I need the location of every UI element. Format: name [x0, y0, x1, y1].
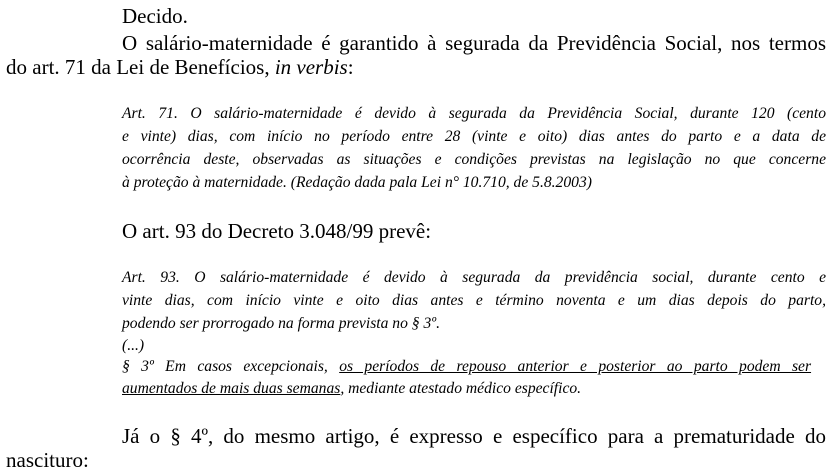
- quote-art71-line-2: e vinte) dias, com início no período entre 28 (vinte e oito) dias antes do parto e a data de: [122, 128, 826, 145]
- par3-underlined-1: os períodos de repouso anterior e posterior ao parto podem ser: [339, 358, 812, 375]
- quote-art93-ellipsis: (...): [122, 337, 145, 354]
- paragraph-1-line-1: O salário-maternidade é garantido à segurada da Previdência Social, nos termos: [122, 31, 826, 55]
- quote-art93-line-3: podendo ser prorrogado na forma prevista no § 3º.: [122, 315, 441, 332]
- quote-art71-line-4: à proteção à maternidade. (Redação dada pala Lei n° 10.710, de 5.8.2003): [122, 174, 592, 191]
- quote-art93-line-1: Art. 93. O salário-maternidade é devido à segurada da previdência social, durante cento e: [122, 269, 826, 286]
- par3-suffix: , mediante atestado médico específico.: [340, 380, 582, 397]
- paragraph-1-line-2: [6, 55, 354, 79]
- paragraph-1-line-2-text: do art. 71 da Lei de Benefícios,: [6, 55, 275, 79]
- quote-art93-par3-line-1: [122, 355, 811, 378]
- quote-art93-par3-line-2: [122, 377, 581, 400]
- quote-art71-line-1: Art. 71. O salário-maternidade é devido à segurada da Previdência Social, durante 120 (cento: [122, 105, 826, 122]
- quote-art71-line-3: ocorrência deste, observadas as situações e condições previstas na legislação no que concerne: [122, 151, 826, 168]
- decision-heading: Decido.: [122, 4, 188, 28]
- quote-art93-line-2: vinte dias, com início vinte e oito dias antes e término noventa e um dias depois do parto,: [122, 292, 826, 309]
- in-verbis-text: in verbis: [274, 55, 348, 79]
- par3-prefix: § 3º Em casos excepcionais,: [122, 358, 340, 375]
- par3-underlined-2: aumentados de mais duas semanas: [122, 380, 341, 397]
- paragraph-2: O art. 93 do Decreto 3.048/99 prevê:: [122, 219, 432, 243]
- paragraph-1-line-2-colon: :: [347, 55, 354, 79]
- paragraph-3-line-1: Já o § 4º, do mesmo artigo, é expresso e específico para a prematuridade do: [122, 424, 826, 448]
- paragraph-3-line-2: nascituro:: [6, 448, 89, 472]
